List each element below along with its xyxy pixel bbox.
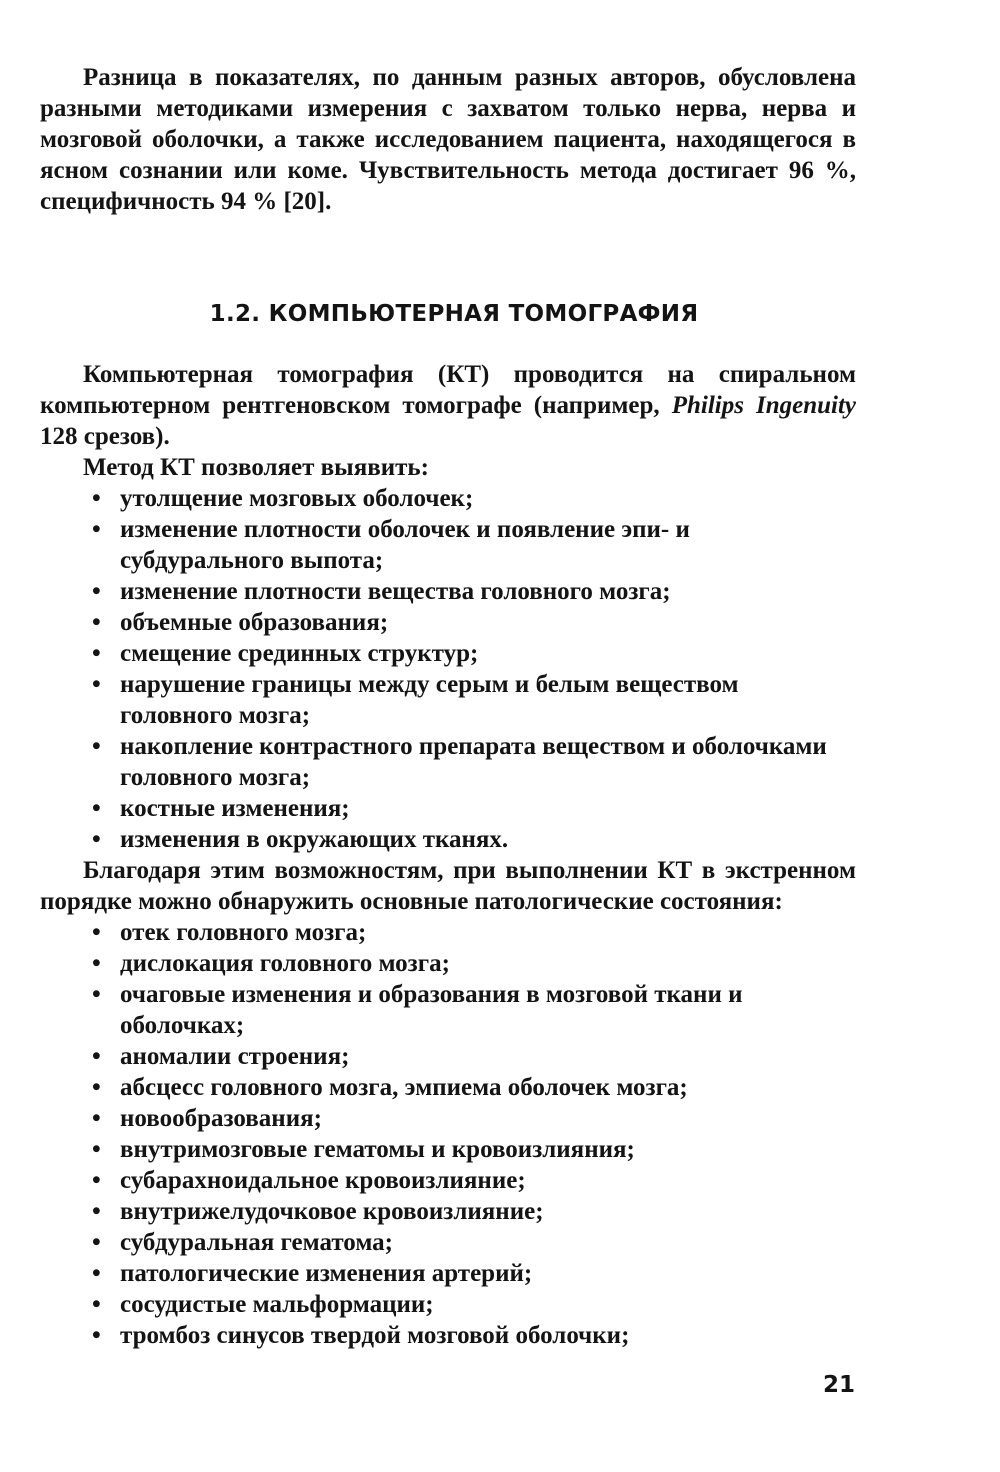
bullet-icon: • — [92, 1136, 101, 1163]
list-item-text: тромбоз синусов твердой мозговой оболочки; — [120, 1322, 630, 1349]
ct-capabilities-intro: Метод КТ позволяет выявить: — [83, 454, 429, 481]
bullet-icon: • — [92, 1260, 101, 1287]
list-item — [40, 1103, 856, 1134]
list-item — [40, 824, 856, 855]
list-item-text: накопление контрастного препарата веществом и оболочками головного мозга; — [120, 733, 827, 791]
list-item-text: изменение плотности вещества головного мозга; — [120, 578, 671, 605]
ct-description-end: 128 срезов). — [40, 423, 170, 450]
list-item — [40, 669, 856, 731]
list-item — [40, 731, 856, 793]
list-item — [40, 638, 856, 669]
list-item-text: внутрижелудочковое кровоизлияние; — [120, 1198, 544, 1225]
list-item-text: очаговые изменения и образования в мозговой ткани и оболочках; — [120, 981, 743, 1039]
list-item — [40, 1320, 856, 1351]
ct-capabilities-list — [40, 483, 856, 855]
list-item — [40, 1258, 856, 1289]
scanner-model: Philips Ingenuity — [671, 392, 857, 419]
list-item — [40, 607, 856, 638]
list-item — [40, 948, 856, 979]
list-item — [40, 917, 856, 948]
list-item — [40, 514, 856, 576]
ct-description-paragraph — [40, 359, 856, 452]
bullet-icon: • — [92, 609, 101, 636]
bullet-icon: • — [92, 1229, 101, 1256]
bullet-icon: • — [92, 826, 101, 853]
list-item — [40, 1227, 856, 1258]
list-item-text: изменение плотности оболочек и появление эпи- и субдурального выпота; — [120, 516, 690, 574]
list-item — [40, 979, 856, 1041]
bullet-icon: • — [92, 485, 101, 512]
list-item — [40, 1289, 856, 1320]
list-item-text: изменения в окружающих тканях. — [120, 826, 509, 853]
list-item-text: утолщение мозговых оболочек; — [120, 485, 474, 512]
bullet-icon: • — [92, 578, 101, 605]
list-item-text: смещение срединных структур; — [120, 640, 479, 667]
list-item — [40, 1134, 856, 1165]
section-heading: 1.2. КОМПЬЮТЕРНАЯ ТОМОГРАФИЯ — [209, 301, 699, 327]
bullet-icon: • — [92, 1322, 101, 1349]
list-item-text: сосудистые мальформации; — [120, 1291, 434, 1318]
bullet-icon: • — [92, 640, 101, 667]
list-item-text: отек головного мозга; — [120, 919, 367, 946]
bullet-icon: • — [92, 1198, 101, 1225]
page-body — [40, 62, 856, 1351]
bullet-icon: • — [92, 1291, 101, 1318]
list-item-text: аномалии строения; — [120, 1043, 350, 1070]
bullet-icon: • — [92, 1074, 101, 1101]
bullet-icon: • — [92, 1105, 101, 1132]
list-item — [40, 1041, 856, 1072]
bullet-icon: • — [92, 919, 101, 946]
ct-description-text: Компьютерная томография (КТ) проводится на спиральном компьютерном рентгеновском томографе (например, — [40, 361, 856, 419]
emergency-ct-paragraph: Благодаря этим возможностям, при выполнении КТ в экстренном порядке можно обнаружить основные патологические состояния: — [40, 857, 856, 915]
list-item-text: субдуральная гематома; — [120, 1229, 393, 1256]
list-item-text: объемные образования; — [120, 609, 389, 636]
bullet-icon: • — [92, 1043, 101, 1070]
list-item-text: новообразования; — [120, 1105, 322, 1132]
bullet-icon: • — [92, 671, 101, 698]
bullet-icon: • — [92, 733, 101, 760]
bullet-icon: • — [92, 950, 101, 977]
bullet-icon: • — [92, 981, 101, 1008]
bullet-icon: • — [92, 795, 101, 822]
list-item-text: нарушение границы между серым и белым веществом головного мозга; — [120, 671, 739, 729]
list-item-text: субарахноидальное кровоизлияние; — [120, 1167, 526, 1194]
list-item-text: патологические изменения артерий; — [120, 1260, 533, 1287]
list-item-text: внутримозговые гематомы и кровоизлияния; — [120, 1136, 635, 1163]
list-item — [40, 1196, 856, 1227]
pathology-list — [40, 917, 856, 1351]
bullet-icon: • — [92, 516, 101, 543]
bullet-icon: • — [92, 1167, 101, 1194]
list-item — [40, 1165, 856, 1196]
list-item-text: абсцесс головного мозга, эмпиема оболочек мозга; — [120, 1074, 688, 1101]
list-item — [40, 483, 856, 514]
list-item-text: костные изменения; — [120, 795, 350, 822]
list-item — [40, 576, 856, 607]
list-item — [40, 793, 856, 824]
page-number: 21 — [822, 1372, 855, 1398]
list-item-text: дислокация головного мозга; — [120, 950, 450, 977]
list-item — [40, 1072, 856, 1103]
intro-paragraph: Разница в показателях, по данным разных авторов, обусловлена разными методиками измерения с захватом только нерва, нерва и мозговой оболочки, а также исследованием пациента, находящегося в ясном сознании или коме. Чувствительность метода достигает 96 %, специфичность 94 % [20]. — [40, 64, 856, 215]
